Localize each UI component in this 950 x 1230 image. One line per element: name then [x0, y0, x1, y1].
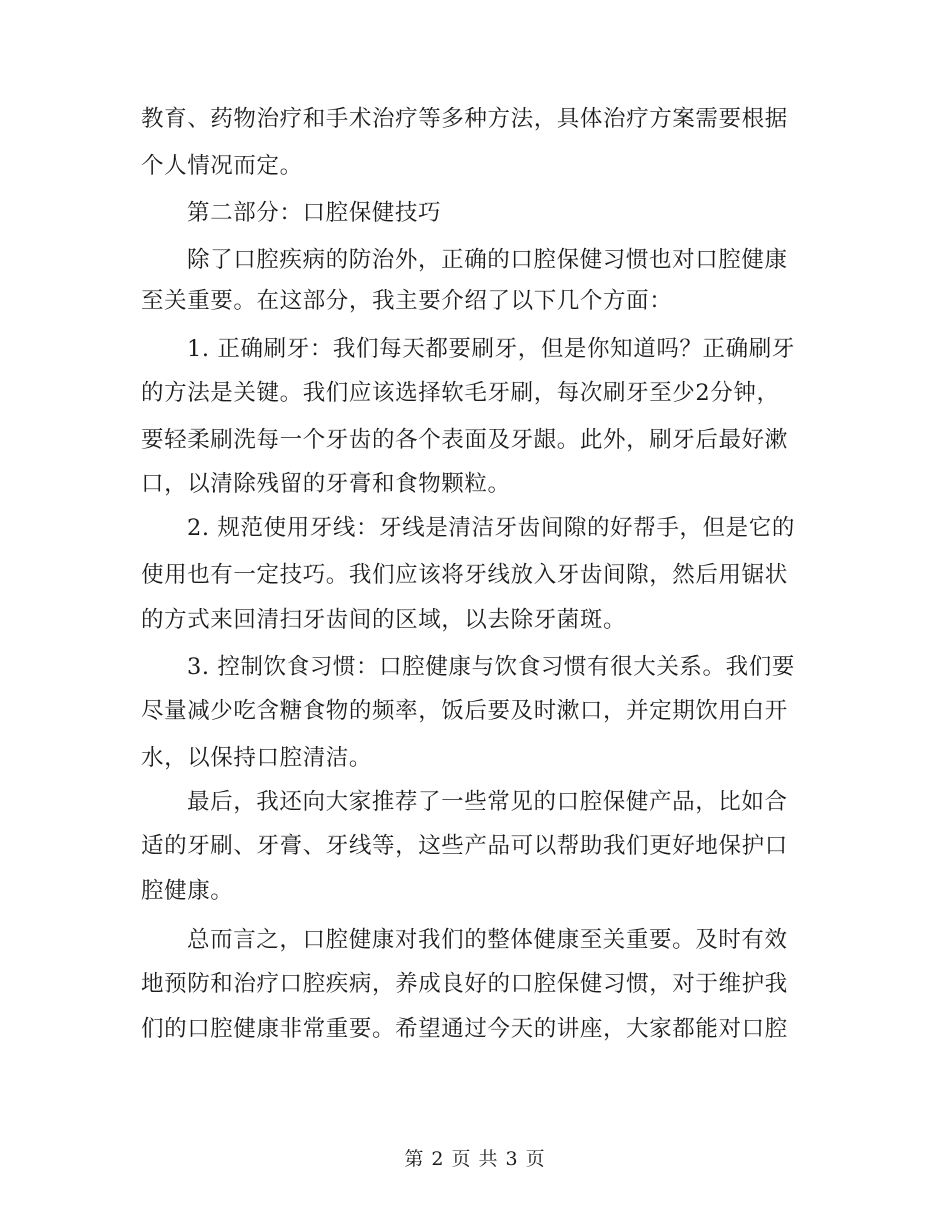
list-item-line: 水，以保持口腔清洁。 [141, 745, 373, 771]
paragraph-line: 腔健康。 [141, 878, 234, 904]
paragraph-line: 除了口腔疾病的防治外，正确的口腔保健习惯也对口腔健康 [187, 247, 788, 273]
paragraph-line: 至关重要。在这部分，我主要介绍了以下几个方面： [141, 288, 673, 314]
section-heading: 第二部分：口腔保健技巧 [187, 200, 442, 226]
list-item-line: 的方式来回清扫牙齿间的区域，以去除牙菌斑。 [141, 607, 627, 633]
paragraph-line: 们的口腔健康非常重要。希望通过今天的讲座，大家都能对口腔 [141, 1016, 788, 1042]
page-number-footer: 第 2 页 共 3 页 [404, 1148, 546, 1170]
paragraph-line: 教育、药物治疗和手术治疗等多种方法，具体治疗方案需要根据 [141, 106, 788, 132]
list-item-line: 口，以清除残留的牙膏和食物颗粒。 [141, 471, 511, 497]
paragraph-line: 个人情况而定。 [141, 153, 303, 179]
list-item-line: 尽量减少吃含糖食物的频率，饭后要及时漱口，并定期饮用白开 [141, 698, 788, 724]
list-item-line: 要轻柔刷洗每一个牙齿的各个表面及牙龈。此外，刷牙后最好漱 [141, 427, 788, 453]
list-item-line: 使用也有一定技巧。我们应该将牙线放入牙齿间隙，然后用锯状 [141, 562, 788, 588]
list-item-line: 的方法是关键。我们应该选择软毛牙刷，每次刷牙至少2分钟， [141, 380, 780, 406]
paragraph-line: 总而言之，口腔健康对我们的整体健康至关重要。及时有效 [187, 927, 788, 953]
list-item-line: 1. 正确刷牙：我们每天都要刷牙，但是你知道吗？正确刷牙 [187, 336, 795, 362]
list-item-line: 2. 规范使用牙线：牙线是清洁牙齿间隙的好帮手，但是它的 [187, 515, 795, 541]
paragraph-line: 最后，我还向大家推荐了一些常见的口腔保健产品，比如合 [187, 789, 788, 815]
list-item-line: 3. 控制饮食习惯：口腔健康与饮食习惯有很大关系。我们要 [187, 654, 795, 680]
paragraph-line: 地预防和治疗口腔疾病，养成良好的口腔保健习惯，对于维护我 [141, 971, 788, 997]
paragraph-line: 适的牙刷、牙膏、牙线等，这些产品可以帮助我们更好地保护口 [141, 833, 788, 859]
